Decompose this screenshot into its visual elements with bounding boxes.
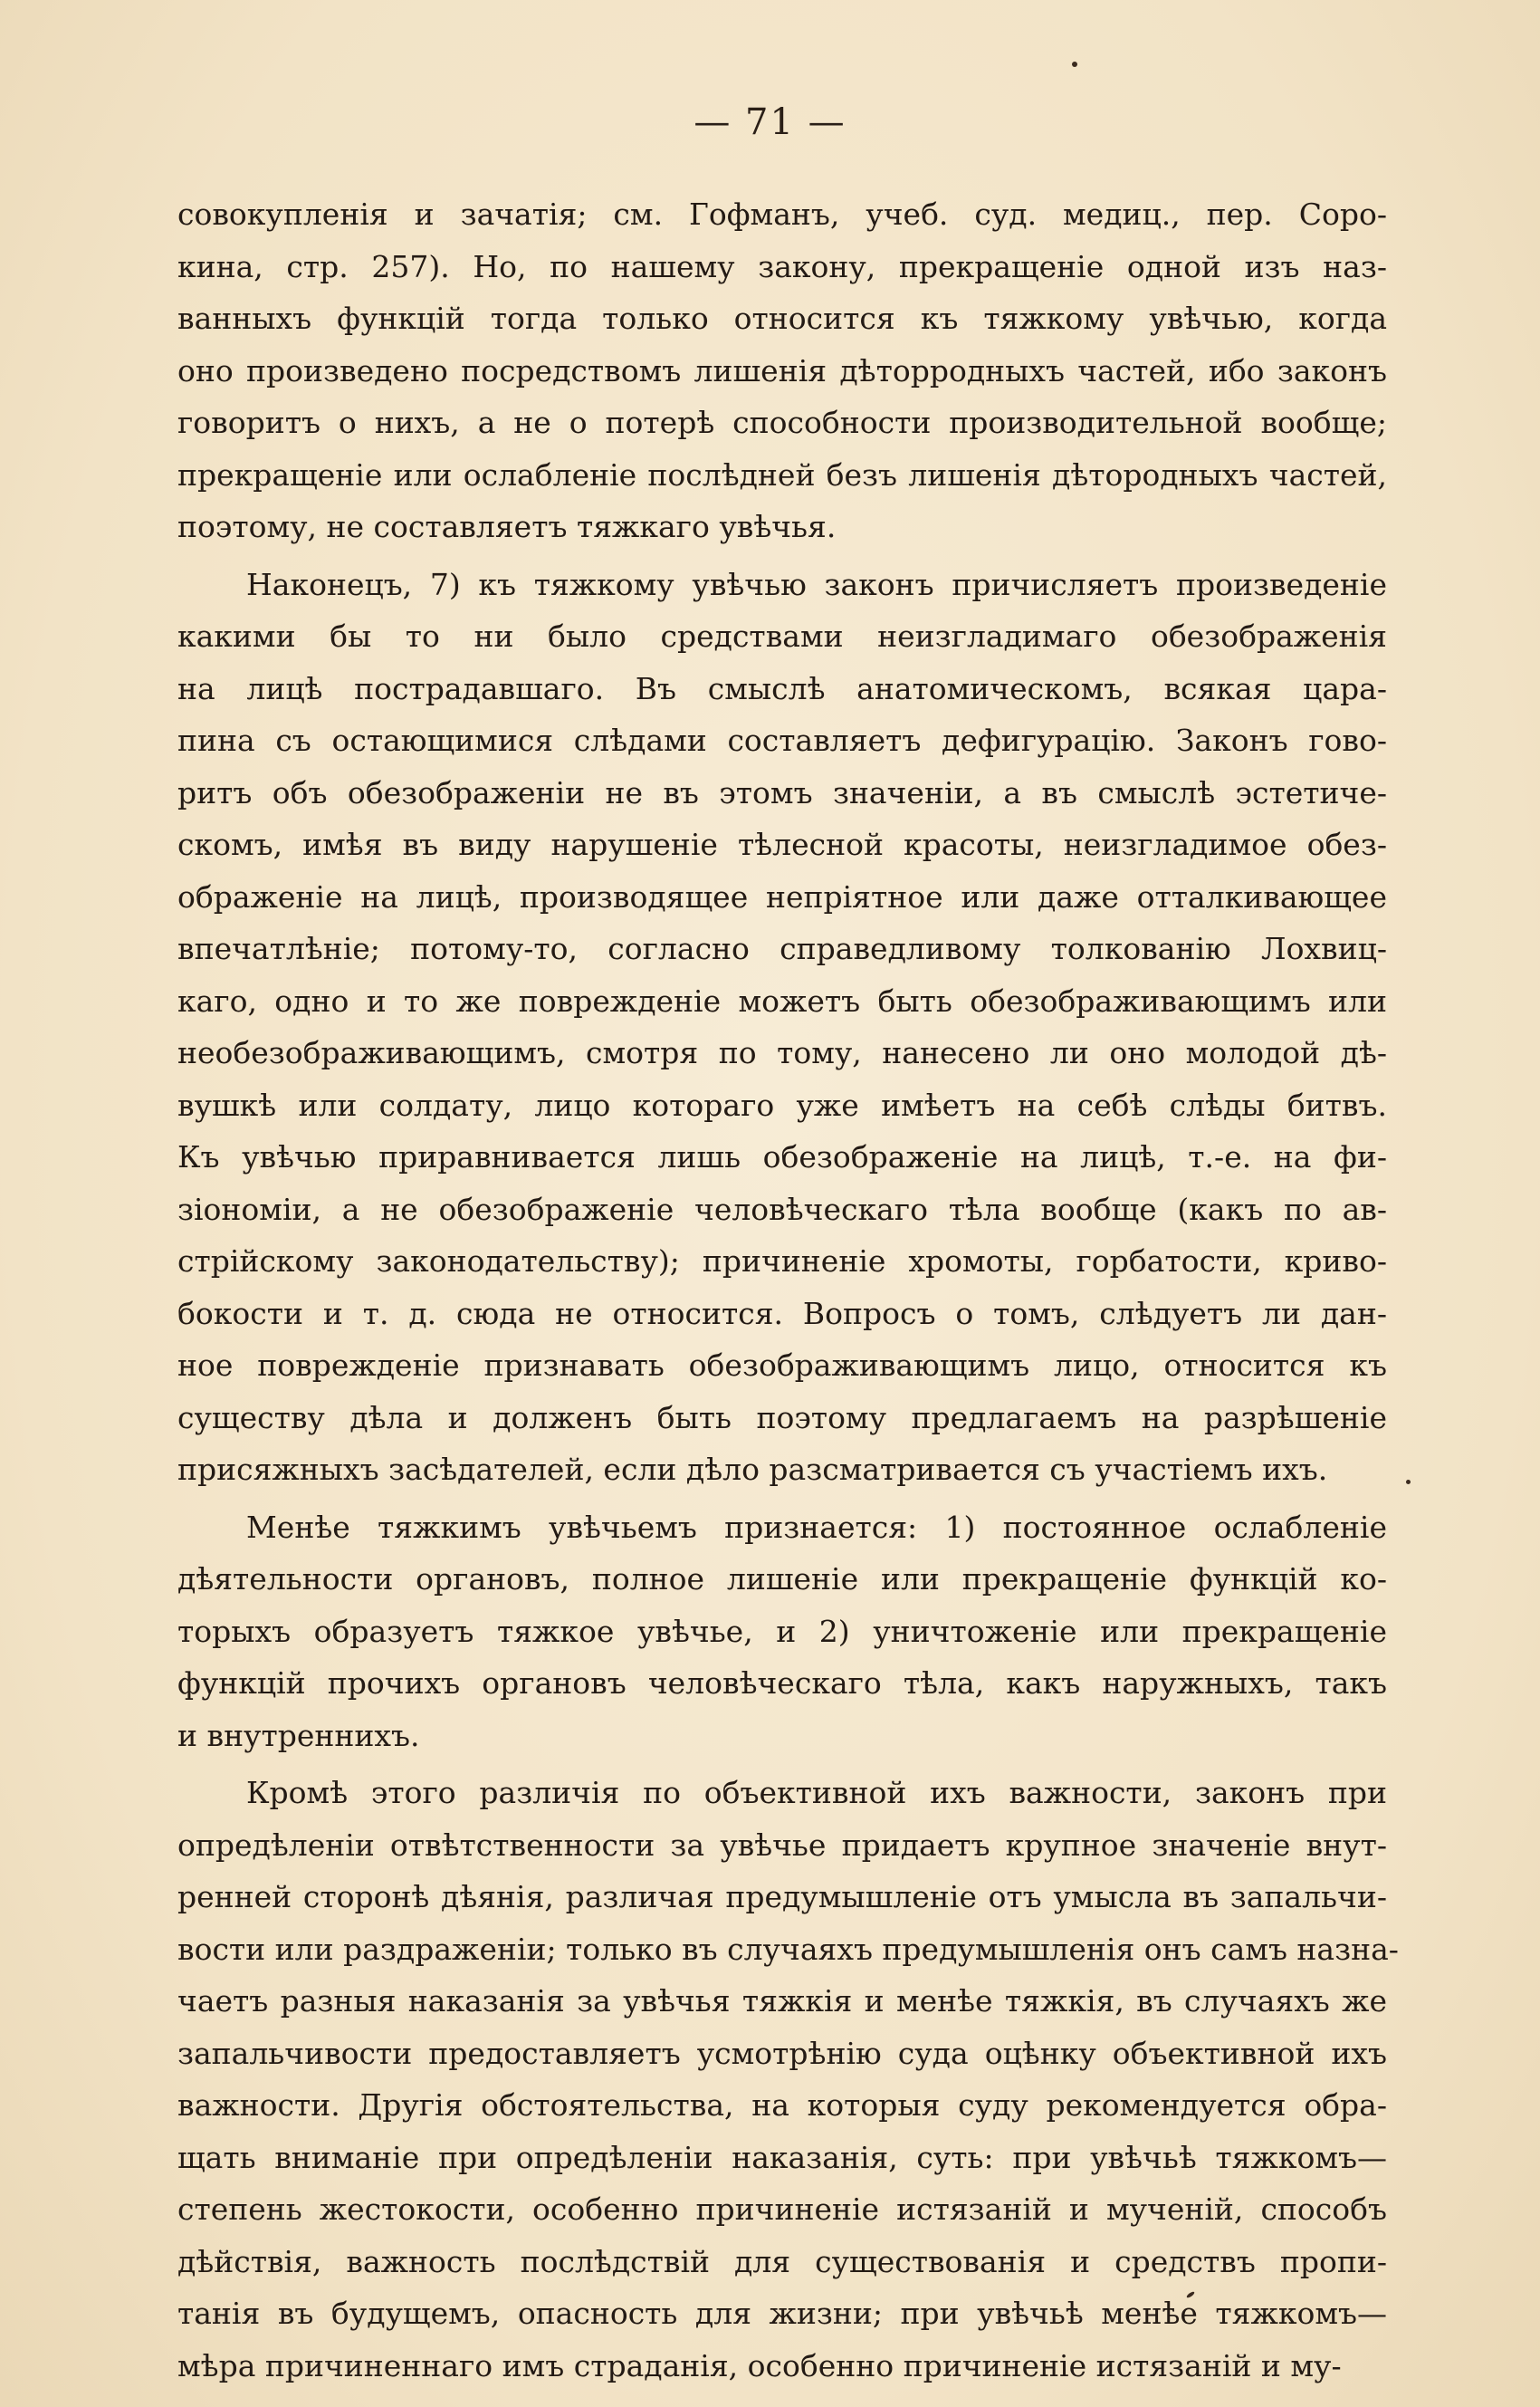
- text-line: торыхъ образуетъ тяжкое увѣчье, и 2) уничтоженіе или прекращеніе: [177, 1613, 1387, 1649]
- text-line: танія въ будущемъ, опасность для жизни; при увѣчьѣ менѣе тяжкомъ—: [177, 2296, 1387, 2331]
- paragraph: [177, 1501, 1387, 1762]
- text-line: пина съ остающимися слѣдами составляетъ дефигурацію. Законъ гово-: [177, 723, 1387, 758]
- text-line: ванныхъ функцій тогда только относится къ тяжкому увѣчью, когда: [177, 301, 1387, 336]
- text-line: ренней сторонѣ дѣянія, различая предумышленіе отъ умысла въ запальчи-: [177, 1879, 1387, 1914]
- paragraph: [177, 188, 1387, 553]
- text-line: Къ увѣчью приравнивается лишь обезображеніе на лицѣ, т.-е. на фи-: [177, 1139, 1387, 1175]
- text-line: ображеніе на лицѣ, производящее непріятное или даже отталкивающее: [177, 878, 1387, 915]
- text-line: необезображивающимъ, смотря по тому, нанесено ли оно молодой дѣ-: [177, 1035, 1387, 1070]
- text-line: прекращеніе или ослабленіе послѣдней безъ лишенія дѣтородныхъ частей,: [177, 456, 1387, 493]
- text-line: совокупленія и зачатія; см. Гофманъ, учеб. суд. медиц., пер. Соро-: [177, 197, 1387, 232]
- text-line: зіономіи, а не обезображеніе человѣческаго тѣла вообще (какъ по ав-: [177, 1191, 1387, 1227]
- page-number: — 71 —: [693, 101, 847, 143]
- text-line: важности. Другія обстоятельства, на которыя суду рекомендуется обра-: [177, 2087, 1387, 2123]
- text-line: ное поврежденіе признавать обезображивающимъ лицо, относится къ: [177, 1347, 1387, 1383]
- text-line: ритъ объ обезображеніи не въ этомъ значеніи, а въ смыслѣ эстетиче-: [177, 774, 1387, 810]
- text-line: кина, стр. 257). Но, по нашему закону, прекращеніе одной изъ наз-: [177, 248, 1387, 284]
- text-line: оно произведено посредствомъ лишенія дѣторродныхъ частей, ибо законъ: [177, 352, 1387, 388]
- text-line: на лицѣ пострадавшаго. Въ смыслѣ анатомическомъ, всякая цара-: [177, 670, 1387, 706]
- text-line: бокости и т. д. сюда не относится. Вопросъ о томъ, слѣдуетъ ли дан-: [177, 1295, 1387, 1331]
- text-line: степень жестокости, особенно причиненіе истязаній и мученій, способъ: [177, 2191, 1387, 2227]
- text-line: стрійскому законодательству); причиненіе хромоты, горбатости, криво-: [177, 1243, 1387, 1279]
- text-line: присяжныхъ засѣдателей, если дѣло разсматривается съ участіемъ ихъ.: [177, 1452, 1328, 1487]
- text-line: говоритъ о нихъ, а не о потерѣ способности производительной вообще;: [177, 405, 1387, 440]
- text-line: впечатлѣніе; потому-то, согласно справедливому толкованію Лохвиц-: [177, 931, 1387, 966]
- text-line: дѣятельности органовъ, полное лишеніе или прекращеніе функцій ко-: [177, 1561, 1387, 1597]
- text-line: и внутреннихъ.: [177, 1717, 420, 1753]
- scan-speck: [1072, 62, 1077, 67]
- text-line: чаетъ разныя наказанія за увѣчья тяжкія и менѣе тяжкія, въ случаяхъ же: [177, 1983, 1387, 2019]
- text-line: функцій прочихъ органовъ человѣческаго тѣла, какъ наружныхъ, такъ: [177, 1665, 1387, 1701]
- text-line: вушкѣ или солдату, лицо котораго уже имѣетъ на себѣ слѣды битвъ.: [177, 1087, 1387, 1123]
- paragraph: [177, 559, 1387, 1496]
- paragraph: [177, 1767, 1399, 2392]
- body-text: [177, 188, 1399, 2397]
- text-line: поэтому, не составляетъ тяжкаго увѣчья.: [177, 509, 837, 544]
- scan-speck: [1406, 1480, 1411, 1484]
- text-line: существу дѣла и долженъ быть поэтому предлагаемъ на разрѣшеніе: [177, 1399, 1387, 1435]
- text-line: запальчивости предоставляетъ усмотрѣнію суда оцѣнку объективной ихъ: [177, 2035, 1387, 2071]
- text-line: Наконецъ, 7) къ тяжкому увѣчью законъ причисляетъ произведеніе: [246, 566, 1387, 602]
- text-line: дѣйствія, важность послѣдствій для существованія и средствъ пропи-: [177, 2243, 1387, 2279]
- text-line: каго, одно и то же поврежденіе можетъ быть обезображивающимъ или: [177, 983, 1387, 1019]
- text-line: скомъ, имѣя въ виду нарушеніе тѣлесной красоты, неизгладимое обез-: [177, 827, 1387, 862]
- text-line: щать вниманіе при опредѣленіи наказанія, суть: при увѣчьѣ тяжкомъ—: [177, 2139, 1387, 2175]
- text-line: мѣра причиненнаго имъ страданія, особенно причиненіе истязаній и му-: [177, 2347, 1342, 2383]
- text-line: Менѣе тяжкимъ увѣчьемъ признается: 1) постоянное ослабленіе: [246, 1509, 1387, 1545]
- text-line: опредѣленіи отвѣтственности за увѣчье придаетъ крупное значеніе внут-: [177, 1827, 1387, 1863]
- text-line: какими бы то ни было средствами неизгладимаго обезображенія: [177, 619, 1387, 654]
- text-line: вости или раздраженіи; только въ случаяхъ предумышленія онъ самъ назна-: [177, 1931, 1399, 1967]
- text-line: Кромѣ этого различія по объективной ихъ важности, законъ при: [246, 1775, 1387, 1810]
